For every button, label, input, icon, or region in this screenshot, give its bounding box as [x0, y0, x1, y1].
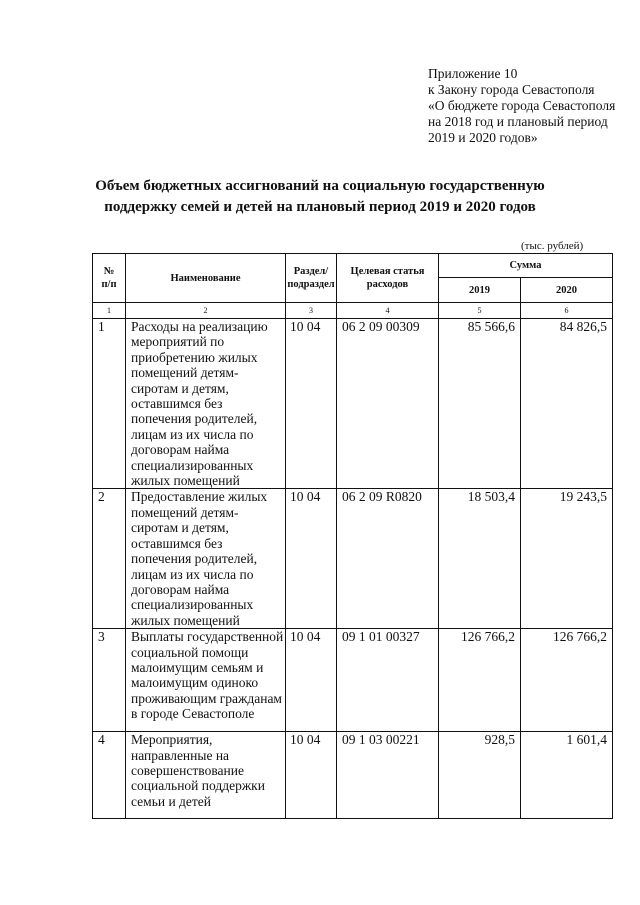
row-num: 2: [93, 489, 126, 629]
row-section: 10 04: [286, 732, 337, 819]
title-line-1: Объем бюджетных ассигнований на социальную государственную: [95, 178, 545, 194]
appendix-line: «О бюджете города Севастополя: [428, 98, 616, 113]
table-row: [93, 489, 613, 629]
header-num-line1: №: [103, 266, 115, 277]
column-number: 2: [126, 303, 286, 319]
row-amount-2019: 126 766,2: [439, 629, 521, 732]
row-amount-2019: 85 566,6: [439, 319, 521, 489]
row-code: 09 1 01 00327: [337, 629, 439, 732]
header-section-line1: Раздел/: [293, 266, 329, 277]
table-row: [93, 319, 613, 489]
column-number: 5: [439, 303, 521, 319]
row-amount-2020: 19 243,5: [521, 489, 613, 629]
header-num-line2: п/п: [101, 279, 117, 290]
budget-table: [92, 253, 613, 819]
header-code-line1: Целевая статья: [350, 266, 425, 277]
title-line-2: поддержку семей и детей на плановый период 2019 и 2020 годов: [104, 199, 536, 215]
row-amount-2020: 1 601,4: [521, 732, 613, 819]
row-name: Выплаты государственной социальной помощи малоимущим семьям и малоимущим одиноко проживающим гражданам в городе Севастополе: [126, 629, 286, 732]
table-row: [93, 732, 613, 819]
header-code: [337, 254, 439, 303]
column-number: 4: [337, 303, 439, 319]
appendix-line: 2019 и 2020 годов»: [428, 130, 538, 145]
column-number: 6: [521, 303, 613, 319]
appendix-line: Приложение 10: [428, 66, 518, 81]
appendix-line: к Закону города Севастополя: [428, 82, 595, 97]
column-number: 1: [93, 303, 126, 319]
column-number-row: [93, 303, 613, 319]
row-amount-2020: 84 826,5: [521, 319, 613, 489]
header-2020: 2020: [521, 278, 613, 303]
row-code: 09 1 03 00221: [337, 732, 439, 819]
header-row: [93, 254, 613, 278]
header-sum: Сумма: [439, 254, 613, 278]
row-name: Расходы на реализацию мероприятий по приобретению жилых помещений детям-сиротам и детям, оставшимся без попечения родителей, лицам из их числа по договорам найма специализированных жилых помещений: [126, 319, 286, 489]
row-code: 06 2 09 00309: [337, 319, 439, 489]
row-name: Мероприятия, направленные на совершенствование социальной поддержки семьи и детей: [126, 732, 286, 819]
appendix-line: на 2018 год и плановый период: [428, 114, 608, 129]
header-section: [286, 254, 337, 303]
header-num: [93, 254, 126, 303]
unit-note: (тыс. рублей): [521, 240, 584, 252]
row-section: 10 04: [286, 319, 337, 489]
row-code: 06 2 09 R0820: [337, 489, 439, 629]
header-code-line2: расходов: [366, 279, 409, 290]
table-row: [93, 629, 613, 732]
row-amount-2019: 18 503,4: [439, 489, 521, 629]
row-num: 3: [93, 629, 126, 732]
row-section: 10 04: [286, 489, 337, 629]
row-amount-2019: 928,5: [439, 732, 521, 819]
appendix-note: [428, 66, 615, 146]
row-num: 4: [93, 732, 126, 819]
column-number: 3: [286, 303, 337, 319]
row-section: 10 04: [286, 629, 337, 732]
document-title: [0, 176, 640, 218]
row-amount-2020: 126 766,2: [521, 629, 613, 732]
header-name: Наименование: [126, 254, 286, 303]
row-name: Предоставление жилых помещений детям-сиротам и детям, оставшимся без попечения родителей, лицам из их числа по договорам найма специализированных жилых помещений: [126, 489, 286, 629]
header-2019: 2019: [439, 278, 521, 303]
header-section-line2: подраздел: [287, 279, 335, 290]
row-num: 1: [93, 319, 126, 489]
